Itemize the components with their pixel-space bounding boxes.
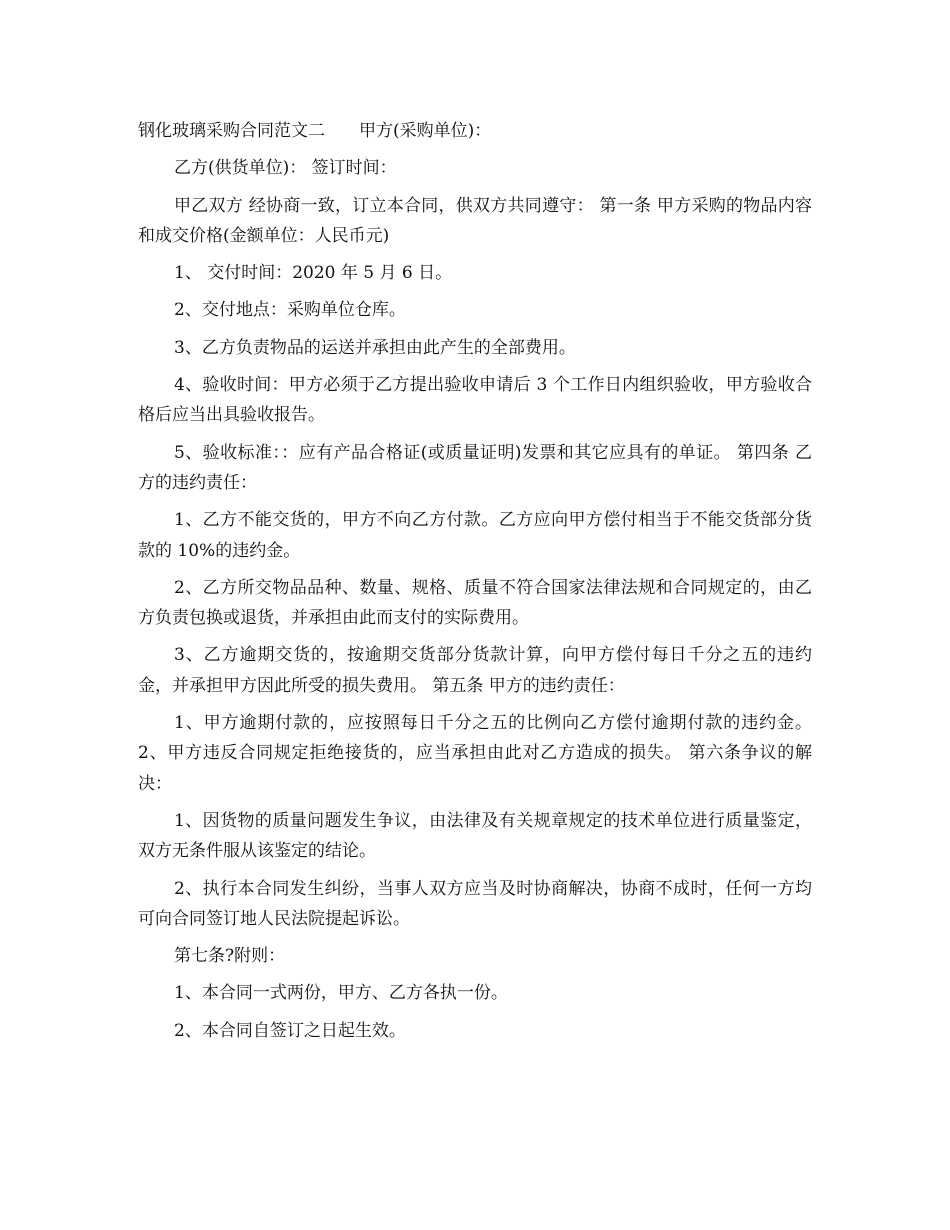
party-b-line: 乙方(供货单位)： 签订时间：: [174, 158, 397, 179]
clause-inspection-time: 4、验收时间：甲方必须于乙方提出验收申请后 3 个工作日内组织验收，甲方验收合格后应当出具验收报告。: [138, 375, 812, 426]
contract-document: [138, 116, 818, 1053]
article-seven-heading: 第七条?附则：: [174, 946, 286, 967]
clause-effective-date: 2、本合同自签订之日起生效。: [174, 1020, 406, 1041]
clause-inspection-standard: 5、验收标准：：应有产品合格证(或质量证明)发票和其它应具有的单证。 第四条 乙方的违约责任：: [138, 442, 812, 493]
clause-dispute-quality: 1、因货物的质量问题发生争议，由法律及有关规章规定的技术单位进行质量鉴定，双方无条件服从该鉴定的结论。: [138, 810, 812, 862]
agreement-intro-paragraph: 甲乙双方 经协商一致，订立本合同，供双方共同遵守： 第一条 甲方采购的物品内容和成交价格(金额单位：人民币元): [138, 195, 812, 246]
clause-delivery-time: 1、 交付时间：2020 年 5 月 6 日。: [174, 263, 453, 284]
clause-dispute-litigation: 2、执行本合同发生纠纷，当事人双方应当及时协商解决，协商不成时，任何一方均可向合同签订地人民法院提起诉讼。: [138, 878, 812, 929]
clause-party-b-no-delivery: 1、乙方不能交货的，甲方不向乙方付款。乙方应向甲方偿付相当于不能交货部分货款的 10%的违约金。: [138, 510, 812, 561]
clause-party-b-late-delivery: 3、乙方逾期交货的，按逾期交货部分货款计算，向甲方偿付每日千分之五的违约金，并承担甲方因此所受的损失费用。 第五条 甲方的违约责任：: [138, 645, 812, 696]
clause-copies: 1、本合同一式两份，甲方、乙方各执一份。: [174, 983, 508, 1004]
clause-party-a-liability: 1、甲方逾期付款的，应按照每日千分之五的比例向乙方偿付逾期付款的违约金。 2、甲方违反合同规定拒绝接货的，应当承担由此对乙方造成的损失。 第六条争议的解决：: [138, 713, 818, 794]
clause-transport-cost: 3、乙方负责物品的运送并承担由此产生的全部费用。: [174, 337, 576, 358]
clause-party-b-nonconforming: 2、乙方所交物品品种、数量、规格、质量不符合国家法律法规和合同规定的，由乙方负责包换或退货，并承担由此而支付的实际费用。: [138, 577, 812, 629]
contract-title-line: 钢化玻璃采购合同范文二 甲方(采购单位)：: [138, 121, 492, 141]
clause-delivery-place: 2、交付地点：采购单位仓库。: [174, 300, 406, 321]
